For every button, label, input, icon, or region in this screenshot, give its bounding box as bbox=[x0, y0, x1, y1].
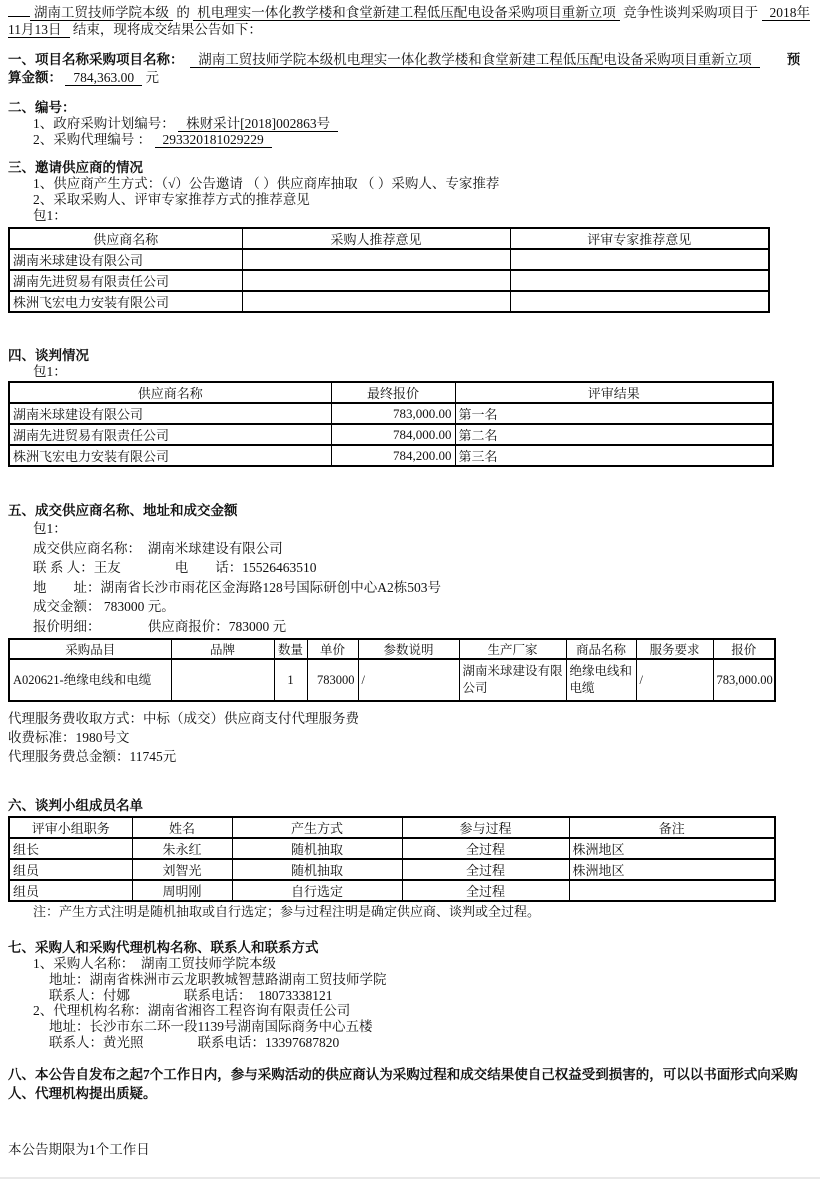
winner-address-line: 地 址：湖南省长沙市雨花区金海路128号国际研创中心A2栋503号 bbox=[33, 579, 441, 595]
table-row bbox=[9, 424, 773, 445]
supplier-cell: 株洲飞宏电力安装有限公司 bbox=[9, 445, 331, 466]
col-expert-opinion: 评审专家推荐意见 bbox=[510, 228, 769, 249]
quote-detail-label: 报价明细： bbox=[33, 618, 94, 634]
supplier-cell: 湖南先进贸易有限责任公司 bbox=[9, 424, 331, 445]
rank-cell: 第一名 bbox=[455, 403, 773, 424]
col-supplier-name: 供应商名称 bbox=[9, 382, 331, 403]
col-member-name: 姓名 bbox=[132, 817, 232, 838]
agency-number-label: 2、采购代理编号 ： bbox=[33, 132, 152, 147]
section-7-heading: 七、采购人和采购代理机构名称、联系人和联系方式 bbox=[8, 940, 319, 955]
plan-number-value: 株财采计[2018]002863号 bbox=[178, 116, 338, 132]
quote-cell: 784,000.00 bbox=[331, 424, 455, 445]
col-quote: 报价 bbox=[713, 639, 775, 659]
winner-line bbox=[8, 539, 810, 559]
table-row bbox=[9, 659, 775, 701]
package-1-label: 包1： bbox=[33, 521, 67, 536]
end-date: 2018年11月13日 bbox=[8, 5, 810, 37]
winner-contact-line bbox=[8, 558, 810, 578]
col-supplier-name: 供应商名称 bbox=[9, 228, 242, 249]
table-header-row bbox=[9, 382, 773, 403]
name-cell: 周明刚 bbox=[132, 880, 232, 901]
item-cell: A020621-绝缘电线和电缆 bbox=[9, 659, 171, 701]
section-1 bbox=[8, 51, 810, 87]
table-row bbox=[9, 403, 773, 424]
intro-paragraph bbox=[8, 4, 810, 38]
contact-phone: 电 话：15526463510 bbox=[174, 560, 317, 575]
panel-note: 注：产生方式注明是随机抽取或自行选定；参与过程注明是确定供应商、谈判或全过程。 bbox=[33, 904, 541, 919]
table-row bbox=[9, 859, 775, 880]
participation-cell: 全过程 bbox=[402, 859, 569, 880]
remark-cell: 株洲地区 bbox=[569, 838, 775, 859]
name-cell: 刘智光 bbox=[132, 859, 232, 880]
rank-cell: 第二名 bbox=[455, 424, 773, 445]
col-item: 采购品目 bbox=[9, 639, 171, 659]
supplier-cell: 湖南先进贸易有限责任公司 bbox=[9, 270, 242, 291]
budget-unit: 元 bbox=[145, 70, 159, 85]
method-cell: 随机抽取 bbox=[232, 859, 402, 880]
manufacturer-cell: 湖南米球建设有限公司 bbox=[459, 659, 566, 701]
supplier-cell: 湖南米球建设有限公司 bbox=[9, 249, 242, 270]
col-brand: 品牌 bbox=[171, 639, 274, 659]
section-1-label: 一、项目名称采购项目名称： bbox=[8, 52, 177, 67]
supplier-source-line: 1、供应商产生方式：（√）公告邀请 （ ）供应商库抽取 （ ）采购人、专家推荐 bbox=[33, 176, 500, 191]
quote-detail-line bbox=[8, 617, 810, 637]
buyer-contact-line: 联系人：付娜 联系电话： 18073338121 bbox=[49, 987, 333, 1003]
col-selection-method: 产生方式 bbox=[232, 817, 402, 838]
table-row bbox=[9, 838, 775, 859]
package-1-label: 包1： bbox=[33, 208, 67, 223]
agency-number-value: 293320181029229 bbox=[155, 132, 272, 148]
brand-cell bbox=[171, 659, 274, 701]
agent-name-line: 2、代理机构名称：湖南省湘咨工程咨询有限责任公司 bbox=[33, 1003, 351, 1019]
opinion-cell bbox=[242, 270, 510, 291]
announcement-period-note: 本公告期限为1个工作日 bbox=[8, 1142, 150, 1157]
col-final-quote: 最终报价 bbox=[331, 382, 455, 403]
col-product-name: 商品名称 bbox=[566, 639, 636, 659]
table-row bbox=[9, 445, 773, 466]
col-participation: 参与过程 bbox=[402, 817, 569, 838]
winner-name: 湖南米球建设有限公司 bbox=[147, 540, 283, 556]
opinion-cell bbox=[242, 291, 510, 312]
unit-price-cell: 783000 bbox=[307, 659, 358, 701]
section-2-heading: 二、编号： bbox=[8, 100, 76, 115]
role-cell: 组长 bbox=[9, 838, 132, 859]
method-cell: 随机抽取 bbox=[232, 838, 402, 859]
agency-fee-method-line: 代理服务费收取方式：中标（成交）供应商支付代理服务费 bbox=[8, 711, 359, 726]
col-review-result: 评审结果 bbox=[455, 382, 773, 403]
method-cell: 自行选定 bbox=[232, 880, 402, 901]
panel-members-table bbox=[8, 816, 776, 902]
section-4-heading: 四、谈判情况 bbox=[8, 348, 89, 363]
opinion-cell bbox=[242, 249, 510, 270]
agency-number-line bbox=[8, 132, 810, 148]
opinion-cell bbox=[510, 249, 769, 270]
col-quantity: 数量 bbox=[274, 639, 307, 659]
intro-mid2: 竞争性谈判采购项目于 bbox=[623, 5, 759, 20]
rank-cell: 第三名 bbox=[455, 445, 773, 466]
quantity-cell: 1 bbox=[274, 659, 307, 701]
section-6-heading: 六、谈判小组成员名单 bbox=[8, 798, 143, 813]
table-row bbox=[9, 249, 769, 270]
recommend-mode-line: 2、采取采购人、评审专家推荐方式的推荐意见 bbox=[33, 192, 310, 207]
agent-contact-line: 联系人：黄光照 联系电话：13397687820 bbox=[49, 1034, 340, 1050]
intro-mid1: 的 bbox=[176, 5, 190, 20]
opinion-cell bbox=[510, 270, 769, 291]
opinion-cell bbox=[510, 291, 769, 312]
section-8-text: 八、本公告自发布之起7个工作日内，参与采购活动的供应商认为采购过程和成交结果使自己权益受到损害的，可以以书面形式向采购人、代理机构提出质疑。 bbox=[8, 1066, 798, 1101]
supplier-cell: 株洲飞宏电力安装有限公司 bbox=[9, 291, 242, 312]
service-req-cell: / bbox=[636, 659, 713, 701]
table-header-row bbox=[9, 817, 775, 838]
quote-cell: 783,000.00 bbox=[331, 403, 455, 424]
purchaser-name: 湖南工贸技师学院本级 bbox=[30, 5, 173, 21]
package-1-label: 包1： bbox=[33, 364, 67, 379]
contact-person: 联 系 人：王友 bbox=[33, 560, 121, 575]
agency-fee-total-line: 代理服务费总金额：11745元 bbox=[8, 749, 177, 764]
remark-cell bbox=[569, 880, 775, 901]
table-row bbox=[9, 291, 769, 312]
budget-label: 预算金额： bbox=[8, 52, 801, 85]
col-panel-role: 评审小组职务 bbox=[9, 817, 132, 838]
role-cell: 组员 bbox=[9, 859, 132, 880]
section-1-project: 湖南工贸技师学院本级机电理实一体化教学楼和食堂新建工程低压配电设备采购项目重新立项 bbox=[190, 52, 760, 68]
product-name-cell: 绝缘电线和电缆 bbox=[566, 659, 636, 701]
col-manufacturer: 生产厂家 bbox=[459, 639, 566, 659]
supplier-cell: 湖南米球建设有限公司 bbox=[9, 403, 331, 424]
parameters-cell: / bbox=[358, 659, 459, 701]
section-3-heading: 三、邀请供应商的情况 bbox=[8, 160, 143, 175]
fee-standard-line: 收费标准：1980号文 bbox=[8, 730, 130, 745]
budget-amount: 784,363.00 bbox=[65, 70, 142, 86]
plan-number-label: 1、政府采购计划编号： bbox=[33, 116, 175, 131]
deal-amount-line: 成交金额： 783000 元。 bbox=[33, 599, 175, 614]
negotiation-result-table bbox=[8, 381, 774, 467]
buyer-address-line: 地址：湖南省株洲市云龙职教城智慧路湖南工贸技师学院 bbox=[49, 971, 387, 987]
invited-suppliers-table bbox=[8, 227, 770, 313]
table-row bbox=[9, 270, 769, 291]
remark-cell: 株洲地区 bbox=[569, 859, 775, 880]
col-parameters: 参数说明 bbox=[358, 639, 459, 659]
quote-detail-value: 供应商报价：783000 元 bbox=[147, 618, 287, 634]
participation-cell: 全过程 bbox=[402, 838, 569, 859]
product-detail-table bbox=[8, 638, 776, 702]
role-cell: 组员 bbox=[9, 880, 132, 901]
project-name-underlined: 机电理实一体化教学楼和食堂新建工程低压配电设备采购项目重新立项 bbox=[193, 5, 620, 21]
col-unit-price: 单价 bbox=[307, 639, 358, 659]
table-header-row bbox=[9, 228, 769, 249]
plan-number-line bbox=[8, 116, 810, 132]
col-service-req: 服务要求 bbox=[636, 639, 713, 659]
section-5-heading: 五、成交供应商名称、地址和成交金额 bbox=[8, 503, 238, 518]
underline-blank bbox=[8, 4, 30, 17]
col-buyer-opinion: 采购人推荐意见 bbox=[242, 228, 510, 249]
winner-label: 成交供应商名称： bbox=[33, 540, 135, 556]
table-header-row bbox=[9, 639, 775, 659]
buyer-name-line: 1、采购人名称： 湖南工贸技师学院本级 bbox=[33, 956, 276, 971]
participation-cell: 全过程 bbox=[402, 880, 569, 901]
quote-cell: 783,000.00 bbox=[713, 659, 775, 701]
quote-cell: 784,200.00 bbox=[331, 445, 455, 466]
intro-tail: 结束，现将成交结果公告如下： bbox=[72, 22, 262, 37]
name-cell: 朱永红 bbox=[132, 838, 232, 859]
col-remark: 备注 bbox=[569, 817, 775, 838]
table-row bbox=[9, 880, 775, 901]
agent-address-line: 地址：长沙市东二环一段1139号湖南国际商务中心五楼 bbox=[49, 1019, 373, 1035]
